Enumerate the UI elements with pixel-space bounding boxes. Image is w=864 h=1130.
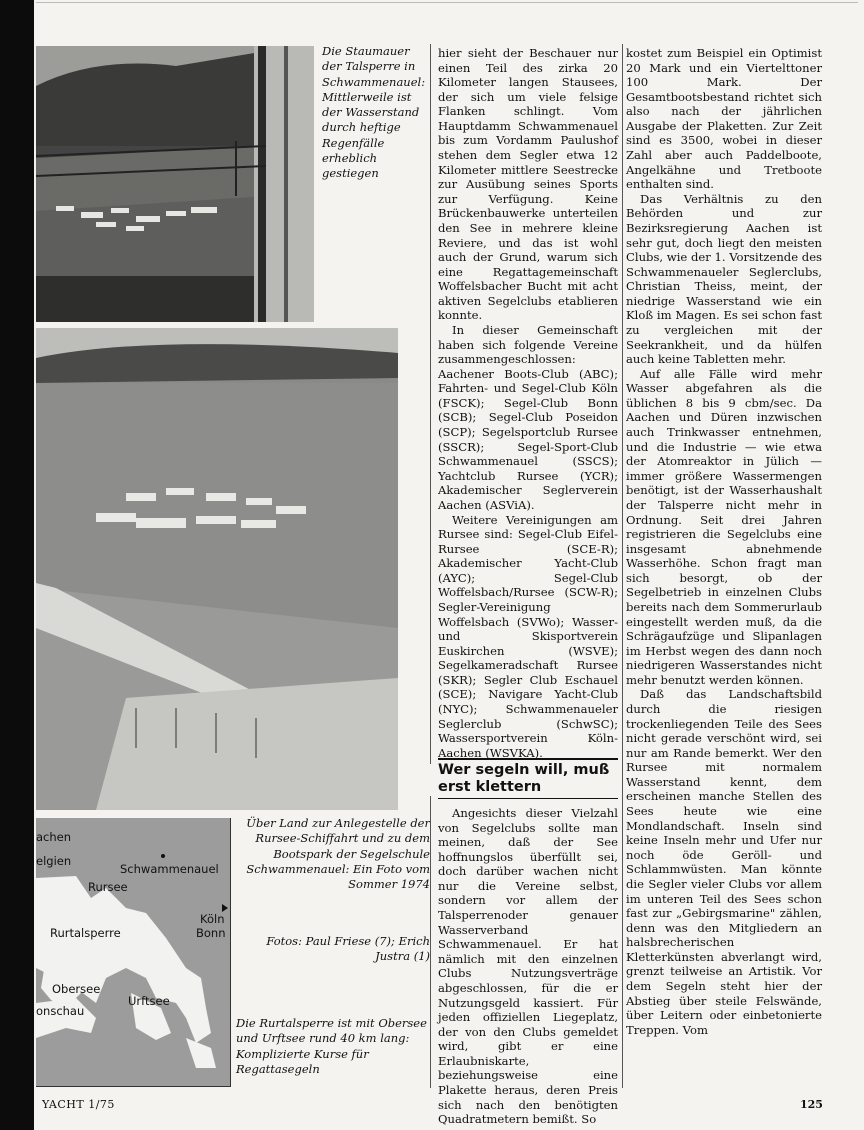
- paragraph: Das Verhältnis zu den Behörden und zur Bezirksregierung Aachen ist sehr gut, doch liegt den meisten Clubs, wie der 1. Vorsitzende des Schwammenaueler Seglerclubs, Christian Theiss, meint, der niedrige Wasserstand wie ein Kloß im Magen. Es sei schon fast zu vergleichen mit der Seekrankheit, und da hülfen auch keine Tabletten mehr.: [626, 191, 823, 367]
- section-heading: Wer segeln will, muß erst klettern: [438, 762, 610, 795]
- paragraph: kostet zum Beispiel ein Optimist 20 Mark und ein Viertelttoner 100 Mark. Der Gesamtbootsbestand richtet sich also nach der jährlichen Ausgabe der Plaketten. Zur Zeit sind es 3500, wobei in dieser Zahl aber auch Paddelboote, Angelkähne und Tretboote enthalten sind.: [626, 46, 822, 192]
- map-label-monschau: onschau: [36, 1004, 85, 1018]
- paragraph: Angesichts dieser Vielzahl von Segelclubs sollte man meinen, daß der See hoffnungslos überfüllt sei, doch darüber wachen nicht nur die Vereine selbst, sondern vor allem der Talsperrenoder genauer Wasserverband Schwammenauel. Er hat nämlich mit den einzelnen Clubs Nutzungsverträge abgeschlossen, für die er Nutzungsgeld kassiert. Für jeden offiziellen Liegeplatz, der von den Clubs gemeldet wird, gibt er eine Erlaubniskarte, beziehungsweise eine Plakette heraus, deren Preis sich nach den benötigten Quadratmetern bemißt. So: [438, 806, 618, 1127]
- map-label-schwammenauel: Schwammenauel: [120, 862, 219, 876]
- paragraph: Daß das Landschaftsbild durch die riesigen trockenliegenden Teile des Sees nicht gerade verschönt wird, sei nur am Rande bemerkt. Wer den Rursee mit normalem Wasserstand kennt, dem erscheinen manche Stellen des Sees heute wie eine Mondlandschaft. Inseln sind keine Inseln mehr und Ufer nur noch öde Geröll- und Schlammwüsten. Man könnte die Segler vieler Clubs vor allem im unteren Teil des Sees schon fast zur „Gebirgsmarine" zählen, denn was den Mitgliedern an halsbrecherischen Kletterkünsten abverlangt wird, grenzt teilweise an Artistik. Vor dem Segeln steht hier der Abstieg über steile Felswände, über Leitern oder einbetonierte Treppen. Vom: [626, 687, 822, 1037]
- bottom-photo-caption: Über Land zur Anlegestelle der Rursee-Schiffahrt und zu dem Bootspark der Segelschule Schwammenauel: Ein Foto vom Sommer 1974: [246, 816, 430, 892]
- paragraph: Auf alle Fälle wird mehr Wasser abgefahren als die üblichen 8 bis 9 cbm/sec. Da Aachen und Düren inzwischen auch Trinkwasser entnehmen, und die Industrie — wie etwa der Atomreaktor in Jülich — immer größere Wassermengen benötigt, ist der Wasserhaushalt der Talsperre nicht mehr in Ordnung. Seit drei Jahren registrieren die Segelclubs eine insgesamt abnehmende Wasserhöhe. Schon fragt man sich besorgt, ob der Segelbetrieb in einzelnen Clubs bereits nach dem Sommerurlaub eingestellt werden muß, da die Schrägaufzüge und Slipanlagen im Herbst wegen des dann noch niedrigeren Wasserstandes nicht mehr benutzt werden können.: [626, 366, 822, 687]
- article-column-3: [626, 46, 822, 1037]
- map-label-obersee: Obersee: [52, 982, 101, 996]
- map-label-urftsee: Urftsee: [128, 994, 170, 1008]
- article-column-2-continued: [438, 806, 618, 1127]
- paragraph: In dieser Gemeinschaft haben sich folgende Vereine zusammengeschlossen: Aachener Boots-Club (ABC); Fahrten- und Segel-Club Köln (FSCK); Segel-Club Bonn (SCB); Segel-Club Poseidon (SCP); Segelsportclub Rursee (SSCR); Segel-Sport-Club Schwammenauel (SSCS); Yachtclub Rursee (YCR); Akademischer Seglerverein Aachen (ASViA).: [438, 322, 618, 512]
- paragraph: Weitere Vereinigungen am Rursee sind: Segel-Club Eifel-Rursee (SCE-R); Akademischer Yacht-Club (AYC); Segel-Club Woffelsbach/Rursee (SCW-R); Segler-Vereinigung Woffelsbach (SVWo); Wasser- und Skisportverein Euskirchen (WSVE); Segelkameradschaft Rursee (SKR); Segler Club Eschauel (SCE); Navigare Yacht-Club (NYC); Schwammenaueler Seglerclub (SchwSC); Wassersportverein Köln-Aachen (WSVKA).: [438, 512, 618, 760]
- scan-edge: [0, 0, 34, 1130]
- map-label-belgien: elgien: [36, 854, 72, 868]
- rursee-map: [36, 818, 231, 1087]
- paragraph: hier sieht der Beschauer nur einen Teil des zirka 20 Kilometer langen Stausees, der sich um viele felsige Flanken schlingt. Vom Hauptdamm Schwammenauel bis zum Vordamm Paulushof stehen dem Segler etwa 12 Kilometer mittlere Seestrecke zur Ausübung seines Sports zur Verfügung. Keine Brückenbauwerke unterteilen den See in mehrere kleine Reviere, und das ist wohl auch der Grund, warum sich eine Regattagemeinschaft Woffelsbacher Bucht mit acht aktiven Segelclubs etablieren konnte.: [438, 46, 618, 323]
- lake-photo: [36, 328, 398, 810]
- article-column-2: [438, 46, 618, 760]
- map-label-rursee: Rursee: [88, 880, 128, 894]
- map-label-koeln: Köln: [200, 912, 225, 926]
- map-label-aachen: achen: [36, 830, 72, 844]
- map-label-rurtalsperre: Rurtalsperre: [50, 926, 121, 940]
- map-caption: Die Rurtalsperre ist mit Obersee und Urftsee rund 40 km lang: Komplizierte Kurse für Regattasegeln: [236, 1016, 427, 1076]
- photo-credits: Fotos: Paul Friese (7); Erich Justra (1): [266, 934, 430, 964]
- column-rule: [622, 44, 623, 1088]
- section-heading-box: [438, 758, 618, 799]
- map-label-bonn: Bonn: [196, 926, 226, 940]
- top-photo-caption: Die Staumauer der Talsperre in Schwammenauel: Mittlerweile ist der Wasserstand durch heftige Regenfälle erheblich gestiegen: [322, 44, 426, 181]
- dam-photo: [36, 46, 314, 322]
- column-rule: [430, 796, 431, 1088]
- page-border: [36, 2, 858, 3]
- page-number: 125: [800, 1098, 823, 1111]
- magazine-issue: YACHT 1/75: [42, 1098, 115, 1111]
- column-rule: [430, 44, 431, 764]
